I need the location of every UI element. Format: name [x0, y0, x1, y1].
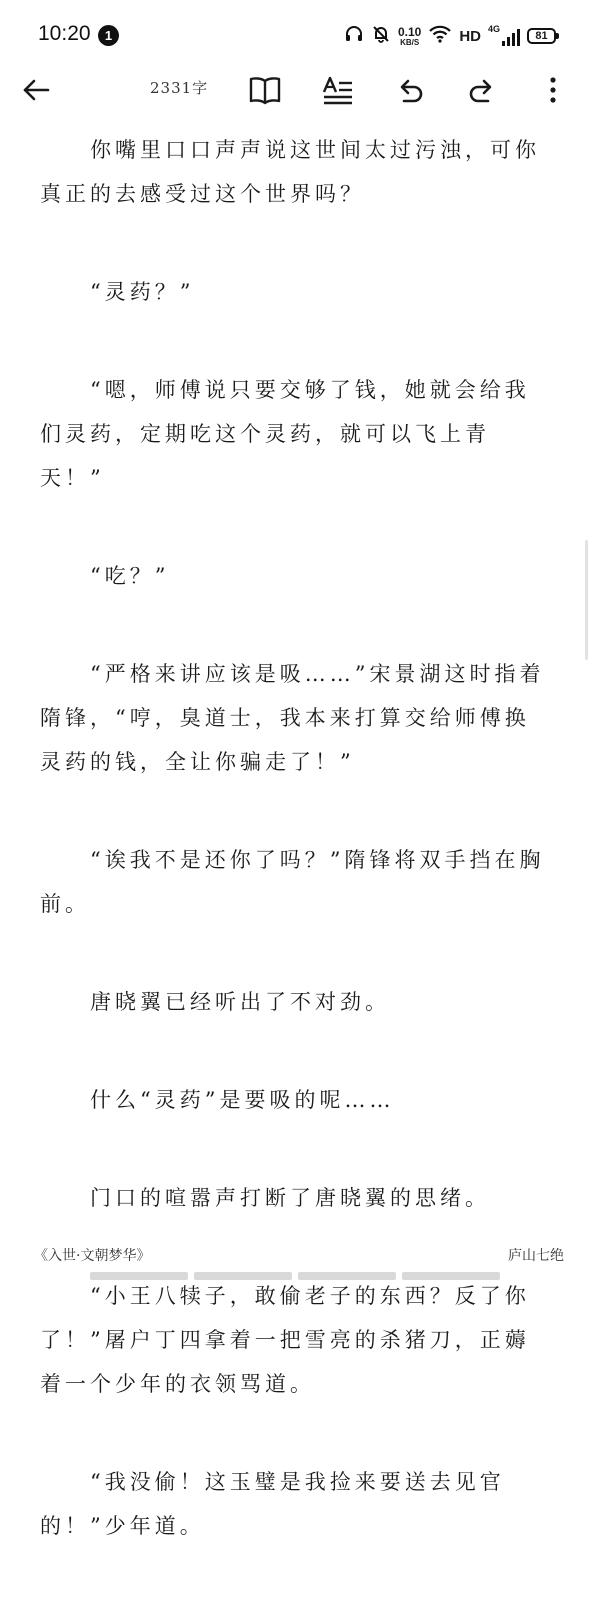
back-button[interactable]: [16, 70, 56, 110]
paragraph: 你嘴里口口声声说这世间太过污浊，可你真正的去感受过这个世界吗？: [40, 138, 540, 206]
paragraph: “严格来讲应该是吸……”宋景湖这时指着隋锋，“哼，臭道士，我本来打算交给师傅换灵药的钱，全让你骗走了！”: [40, 662, 545, 774]
paragraph: 门口的喧嚣声打断了唐晓翼的思绪。: [90, 1186, 490, 1210]
scrollbar[interactable]: [585, 540, 588, 660]
table-of-contents-button[interactable]: [245, 70, 285, 110]
paragraph: “嗯，师傅说只要交够了钱，她就会给我们灵药，定期吃这个灵药，就可以飞上青天！”: [40, 378, 530, 490]
status-icons: [344, 22, 556, 50]
more-vertical-icon: [543, 74, 563, 106]
paragraph: “小王八犊子，敢偷老子的东西？反了你了！”屠户丁四拿着一把雪亮的杀猪刀，正薅着一个少年的衣领骂道。: [40, 1284, 530, 1396]
chapter-text[interactable]: [40, 128, 552, 1602]
mute-bell-icon: [371, 24, 391, 48]
network-type-label: 4G: [488, 24, 501, 34]
paragraph: “诶我不是还你了吗？”隋锋将双手挡在胸前。: [40, 848, 545, 916]
arrow-left-icon: [20, 74, 52, 106]
network-speed-unit: KB/S: [400, 37, 420, 47]
author-name: 庐山七绝: [508, 1248, 564, 1264]
network-speed-value: 0.10: [397, 24, 422, 39]
paragraph: 唐晓翼已经听出了不对劲。: [90, 990, 390, 1014]
cellular-signal-icon: [488, 26, 520, 46]
battery-indicator: 81: [527, 28, 556, 44]
paragraph: “灵药？”: [90, 280, 195, 304]
network-speed: [398, 26, 421, 47]
paragraph: 什么“灵药”是要吸的呢……: [90, 1088, 395, 1112]
redo-arrow-icon: [466, 74, 498, 106]
wifi-icon: [428, 24, 452, 48]
notification-count-badge: 1: [98, 25, 119, 46]
text-settings-button[interactable]: [318, 70, 358, 110]
paragraph: “吃？”: [90, 564, 170, 588]
hd-label: HD: [459, 27, 481, 45]
more-options-button[interactable]: [533, 70, 573, 110]
status-bar: [0, 0, 590, 70]
open-book-icon: [248, 74, 282, 106]
word-count: 2331字: [150, 79, 209, 97]
book-title: 《入世·文朝梦华》: [34, 1248, 151, 1264]
paragraph: “我没偷！这玉璧是我捡来要送去见官的！”少年道。: [40, 1470, 505, 1538]
headphones-icon: [344, 24, 364, 48]
status-time: 10:20: [38, 22, 91, 45]
navigation-gesture-bar[interactable]: [90, 1272, 500, 1280]
redo-button[interactable]: [462, 70, 502, 110]
undo-arrow-icon: [394, 74, 426, 106]
reader-toolbar: [0, 62, 590, 118]
text-format-icon: [321, 74, 355, 106]
undo-button[interactable]: [390, 70, 430, 110]
